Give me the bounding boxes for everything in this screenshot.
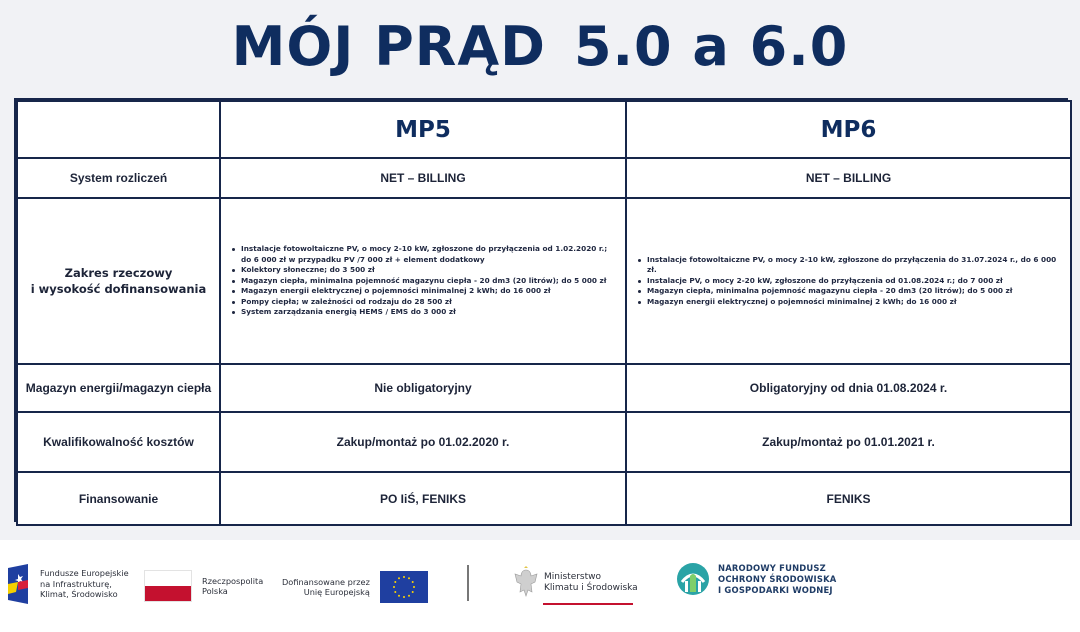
table-row-costs	[17, 412, 1071, 472]
comparison-table	[14, 98, 1068, 522]
cell-system-mp6: NET – BILLING	[626, 158, 1071, 198]
row-label-storage: Magazyn energii/magazyn ciepła	[17, 364, 220, 412]
pl-text-line1: Rzeczpospolita	[202, 575, 264, 586]
logo-nfosigw	[676, 562, 836, 596]
column-header-mp5: MP5	[220, 101, 626, 158]
fe-text-line1: Fundusze Europejskie	[40, 568, 129, 579]
pl-text-line2: Polska	[202, 586, 228, 596]
table-row-financing	[17, 472, 1071, 525]
cell-financing-mp6: FENIKS	[626, 472, 1071, 525]
row-label-scope	[17, 198, 220, 364]
logo-fundusze-europejskie	[6, 564, 129, 604]
cell-scope-mp6	[626, 198, 1071, 364]
mk-text-line1: Ministerstwo	[544, 572, 602, 582]
table-row-system	[17, 158, 1071, 198]
cell-costs-mp6: Zakup/montaż po 01.01.2021 r.	[626, 412, 1071, 472]
row-label-scope-line1: Zakres rzeczowy	[64, 266, 173, 280]
table-row-scope	[17, 198, 1071, 364]
mk-text-line2: Klimatu i Środowiska	[544, 583, 638, 593]
cell-system-mp5: NET – BILLING	[220, 158, 626, 198]
title-program-name: MÓJ PRĄD	[231, 15, 546, 78]
nf-text-line2: OCHRONY ŚRODOWISKA	[718, 573, 837, 584]
list-item: Instalacje fotowoltaiczne PV, o mocy 2-10 kW, zgłoszone do przyłączenia od 1.02.2020 r.; do 6 000 zł w przypadku PV /7 000 zł + element dodatkowy	[231, 244, 615, 265]
cell-costs-mp5: Zakup/montaż po 01.02.2020 r.	[220, 412, 626, 472]
list-item: Magazyn ciepła, minimalna pojemność magazynu ciepła - 20 dm3 (20 litrów); do 5 000 zł	[637, 286, 1060, 297]
eu-text-line2: Unię Europejską	[303, 587, 370, 597]
fe-text-line2: na Infrastrukturę,	[40, 578, 112, 589]
nf-text-line3: I GOSPODARKI WODNEJ	[718, 584, 833, 595]
scope-list-mp5	[221, 244, 625, 318]
eu-text-line1: Dofinansowane przez	[282, 576, 370, 587]
cell-financing-mp5: PO IiŚ, FENIKS	[220, 472, 626, 525]
title-versions: 5.0 a 6.0	[573, 15, 849, 78]
polish-eagle-icon	[512, 566, 540, 600]
footer-logos	[0, 540, 1080, 632]
cell-storage-mp6: Obligatoryjny od dnia 01.08.2024 r.	[626, 364, 1071, 412]
footer-divider	[467, 565, 469, 601]
logo-ministerstwo-klimatu	[512, 566, 638, 600]
page-title	[0, 14, 1080, 80]
cell-storage-mp5: Nie obligatoryjny	[220, 364, 626, 412]
fundusze-europejskie-icon	[6, 564, 30, 604]
list-item: System zarządzania energią HEMS / EMS do 3 000 zł	[231, 307, 615, 318]
mk-red-underline	[543, 603, 633, 605]
nf-text-line1: NARODOWY FUNDUSZ	[718, 562, 826, 573]
header-row	[17, 101, 1071, 158]
column-header-mp6: MP6	[626, 101, 1071, 158]
list-item: Pompy ciepła; w zależności od rodzaju do 28 500 zł	[231, 297, 615, 308]
row-label-costs: Kwalifikowalność kosztów	[17, 412, 220, 472]
list-item: Instalacje fotowoltaiczne PV, o mocy 2-10 kW, zgłoszone do przyłączenia do 31.07.2024 r., do 6 000 zł.	[637, 255, 1060, 276]
corner-cell	[17, 101, 220, 158]
logo-rzeczpospolita-polska	[144, 570, 263, 602]
eu-flag-icon	[380, 571, 428, 603]
fe-text-line3: Klimat, Środowisko	[40, 589, 118, 600]
polish-flag-icon	[144, 570, 192, 602]
list-item: Kolektory słoneczne; do 3 500 zł	[231, 265, 615, 276]
list-item: Magazyn energii elektrycznej o pojemności minimalnej 2 kWh; do 16 000 zł	[637, 297, 1060, 308]
list-item: Instalacje PV, o mocy 2-20 kW, zgłoszone do przyłączenia od 01.08.2024 r.; do 7 000 zł	[637, 276, 1060, 287]
list-item: Magazyn ciepła, minimalna pojemność magazynu ciepła - 20 dm3 (20 litrów); do 5 000 zł	[231, 276, 615, 287]
row-label-financing: Finansowanie	[17, 472, 220, 525]
cell-scope-mp5	[220, 198, 626, 364]
table-row-storage	[17, 364, 1071, 412]
logo-unia-europejska	[282, 571, 428, 603]
row-label-system: System rozliczeń	[17, 158, 220, 198]
nfosigw-icon	[676, 562, 710, 596]
row-label-scope-line2: i wysokość dofinansowania	[30, 282, 207, 296]
scope-list-mp6	[627, 255, 1070, 308]
list-item: Magazyn energii elektrycznej o pojemności minimalnej 2 kWh; do 16 000 zł	[231, 286, 615, 297]
